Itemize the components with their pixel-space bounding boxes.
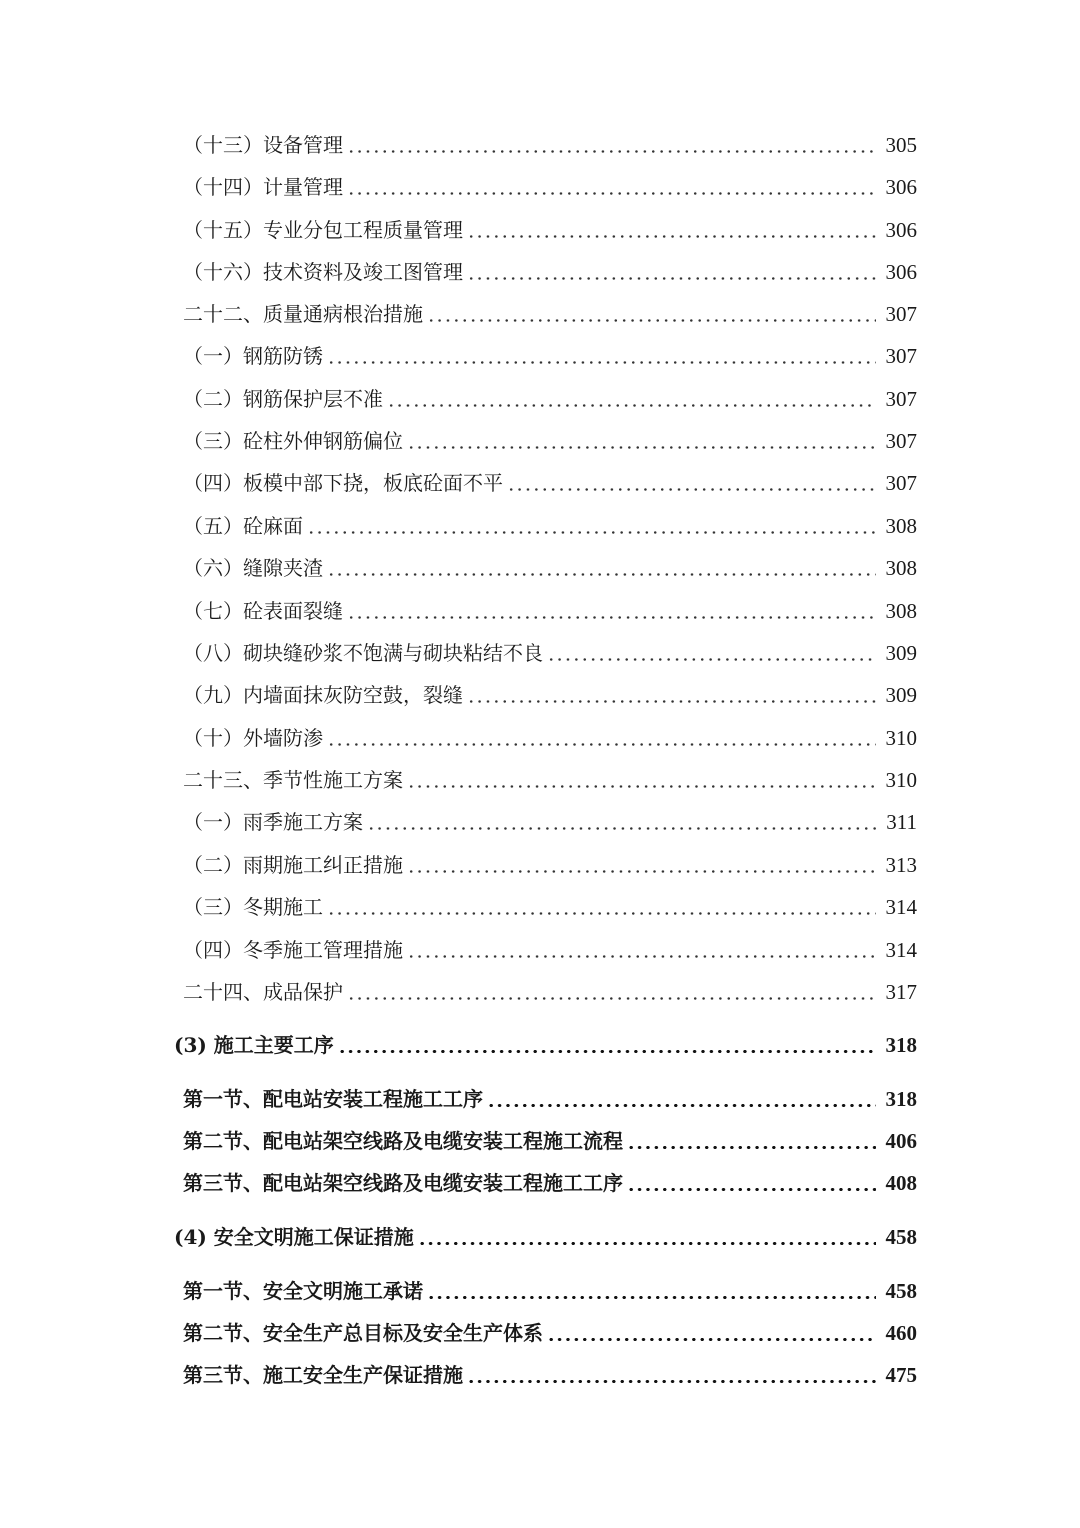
toc-dot-leader bbox=[547, 637, 876, 669]
toc-entry-title: 二十四、成品保护 bbox=[183, 980, 343, 1004]
toc-dot-leader bbox=[418, 1221, 876, 1253]
toc-entry-title: （六）缝隙夹渣 bbox=[183, 556, 323, 580]
toc-entry-page: 314 bbox=[885, 895, 917, 919]
toc-entry-page: 306 bbox=[885, 218, 917, 242]
toc-entry[interactable] bbox=[183, 764, 917, 796]
toc-entry-title: （三）砼柱外伸钢筋偏位 bbox=[183, 429, 403, 453]
toc-entry-title: （四）板模中部下挠，板底砼面不平 bbox=[183, 471, 503, 495]
toc-dot-leader bbox=[327, 722, 876, 754]
toc-dot-leader bbox=[427, 1275, 876, 1307]
toc-dot-leader bbox=[407, 934, 876, 966]
toc-dot-leader bbox=[467, 256, 876, 288]
toc-dot-leader bbox=[487, 1083, 876, 1115]
toc-dot-leader bbox=[627, 1167, 876, 1199]
toc-dot-leader bbox=[467, 1359, 876, 1391]
toc-entry-title: 二十二、质量通病根治措施 bbox=[183, 302, 423, 326]
toc-dot-leader bbox=[338, 1029, 876, 1061]
toc-dot-leader bbox=[347, 595, 876, 627]
toc-entry-title: （十六）技术资料及竣工图管理 bbox=[183, 260, 463, 284]
toc-entry-page: 460 bbox=[885, 1321, 917, 1345]
toc-entry-page: 475 bbox=[885, 1363, 917, 1387]
toc-entry-page: 307 bbox=[885, 302, 917, 326]
toc-section[interactable] bbox=[183, 1359, 917, 1391]
toc-entry[interactable] bbox=[183, 340, 917, 372]
toc-entry[interactable] bbox=[183, 595, 917, 627]
toc-entry-page: 458 bbox=[885, 1225, 917, 1249]
toc-dot-leader bbox=[347, 129, 876, 161]
toc-section[interactable] bbox=[183, 1275, 917, 1307]
toc-entry-title: 第二节、安全生产总目标及安全生产体系 bbox=[183, 1321, 543, 1345]
toc-entry[interactable] bbox=[183, 849, 917, 881]
toc-entry[interactable] bbox=[183, 934, 917, 966]
toc-dot-leader bbox=[347, 171, 876, 203]
toc-dot-leader bbox=[467, 214, 876, 246]
toc-section[interactable] bbox=[183, 1167, 917, 1199]
toc-dot-leader bbox=[387, 383, 876, 415]
toc-dot-leader bbox=[327, 340, 876, 372]
toc-dot-leader bbox=[507, 467, 876, 499]
toc-chapter[interactable] bbox=[174, 1221, 917, 1253]
toc-entry[interactable] bbox=[183, 679, 917, 711]
toc-entry-title: （十五）专业分包工程质量管理 bbox=[183, 218, 463, 242]
toc-entry-title: 第二节、配电站架空线路及电缆安装工程施工流程 bbox=[183, 1129, 623, 1153]
toc-entry[interactable] bbox=[183, 552, 917, 584]
toc-entry-page: 308 bbox=[885, 599, 917, 623]
toc-entry-title: （七）砼表面裂缝 bbox=[183, 599, 343, 623]
toc-entry-page: 318 bbox=[885, 1033, 917, 1057]
toc-entry[interactable] bbox=[183, 214, 917, 246]
toc-entry-page: 305 bbox=[885, 133, 917, 157]
toc-dot-leader bbox=[427, 298, 876, 330]
toc-dot-leader bbox=[407, 425, 876, 457]
toc-dot-leader bbox=[327, 552, 876, 584]
toc-entry-title: （九）内墙面抹灰防空鼓，裂缝 bbox=[183, 683, 463, 707]
toc-dot-leader bbox=[347, 976, 876, 1008]
toc-section[interactable] bbox=[183, 1317, 917, 1349]
toc-entry-page: 306 bbox=[885, 175, 917, 199]
toc-section[interactable] bbox=[183, 1125, 917, 1157]
toc-entry-page: 318 bbox=[885, 1087, 917, 1111]
toc-entry[interactable] bbox=[183, 976, 917, 1008]
toc-entry-title: （十三）设备管理 bbox=[183, 133, 343, 157]
toc-entry-title: 第三节、配电站架空线路及电缆安装工程施工工序 bbox=[183, 1171, 623, 1195]
toc-entry-page: 406 bbox=[885, 1129, 917, 1153]
toc-entry-title: （一）雨季施工方案 bbox=[183, 810, 363, 834]
toc-entry-title: （二）雨期施工纠正措施 bbox=[183, 853, 403, 877]
toc-entry[interactable] bbox=[183, 256, 917, 288]
toc-entry-page: 310 bbox=[885, 726, 917, 750]
toc-dot-leader bbox=[627, 1125, 876, 1157]
toc-entry-title: （十四）计量管理 bbox=[183, 175, 343, 199]
toc-dot-leader bbox=[407, 849, 876, 881]
toc-entry-title: 二十三、季节性施工方案 bbox=[183, 768, 403, 792]
toc-dot-leader bbox=[307, 510, 876, 542]
toc-entry-page: 307 bbox=[885, 344, 917, 368]
toc-entry-title: （四）冬季施工管理措施 bbox=[183, 938, 403, 962]
toc-dot-leader bbox=[407, 764, 876, 796]
toc-entry-title: 第一节、配电站安装工程施工工序 bbox=[183, 1087, 483, 1111]
toc-entry-title: 第一节、安全文明施工承诺 bbox=[183, 1279, 423, 1303]
toc-entry[interactable] bbox=[183, 425, 917, 457]
toc-entry-page: 310 bbox=[885, 768, 917, 792]
toc-entry-title: （八）砌块缝砂浆不饱满与砌块粘结不良 bbox=[183, 641, 543, 665]
toc-section[interactable] bbox=[183, 1083, 917, 1115]
toc-entry[interactable] bbox=[183, 171, 917, 203]
toc-chapter[interactable] bbox=[174, 1029, 917, 1061]
toc-entry-page: 308 bbox=[885, 556, 917, 580]
toc-entry-page: 307 bbox=[885, 387, 917, 411]
toc-entry-page: 408 bbox=[885, 1171, 917, 1195]
toc-dot-leader bbox=[467, 679, 876, 711]
toc-entry-page: 309 bbox=[885, 683, 917, 707]
toc-entry-title: （一）钢筋防锈 bbox=[183, 344, 323, 368]
toc-entry[interactable] bbox=[183, 637, 917, 669]
toc-entry-title: （三）冬期施工 bbox=[183, 895, 323, 919]
toc-entry[interactable] bbox=[183, 722, 917, 754]
toc-entry-page: 311 bbox=[886, 810, 917, 834]
toc-entry-page: 314 bbox=[885, 938, 917, 962]
toc-entry-page: 317 bbox=[885, 980, 917, 1004]
toc-dot-leader bbox=[367, 806, 876, 838]
toc-entry-page: 309 bbox=[885, 641, 917, 665]
toc-entry[interactable] bbox=[183, 467, 917, 499]
toc-dot-leader bbox=[327, 891, 876, 923]
toc-entry-title: （二）钢筋保护层不准 bbox=[183, 387, 383, 411]
toc-entry-title: (4) 安全文明施工保证措施 bbox=[174, 1225, 414, 1249]
toc-entry-title: (3) 施工主要工序 bbox=[174, 1033, 334, 1057]
toc-entry-page: 307 bbox=[885, 471, 917, 495]
toc-entry-page: 313 bbox=[885, 853, 917, 877]
toc-entry-title: （五）砼麻面 bbox=[183, 514, 303, 538]
toc-entry[interactable] bbox=[183, 806, 917, 838]
toc-dot-leader bbox=[547, 1317, 876, 1349]
toc-entry-title: 第三节、施工安全生产保证措施 bbox=[183, 1363, 463, 1387]
toc-entry[interactable] bbox=[183, 129, 917, 161]
toc-entry-page: 308 bbox=[885, 514, 917, 538]
toc-entry[interactable] bbox=[183, 891, 917, 923]
toc-entry-title: （十）外墙防渗 bbox=[183, 726, 323, 750]
toc-entry[interactable] bbox=[183, 510, 917, 542]
toc-entry-page: 458 bbox=[885, 1279, 917, 1303]
toc-entry-page: 307 bbox=[885, 429, 917, 453]
toc-entry[interactable] bbox=[183, 383, 917, 415]
toc-entry[interactable] bbox=[183, 298, 917, 330]
toc-entry-page: 306 bbox=[885, 260, 917, 284]
